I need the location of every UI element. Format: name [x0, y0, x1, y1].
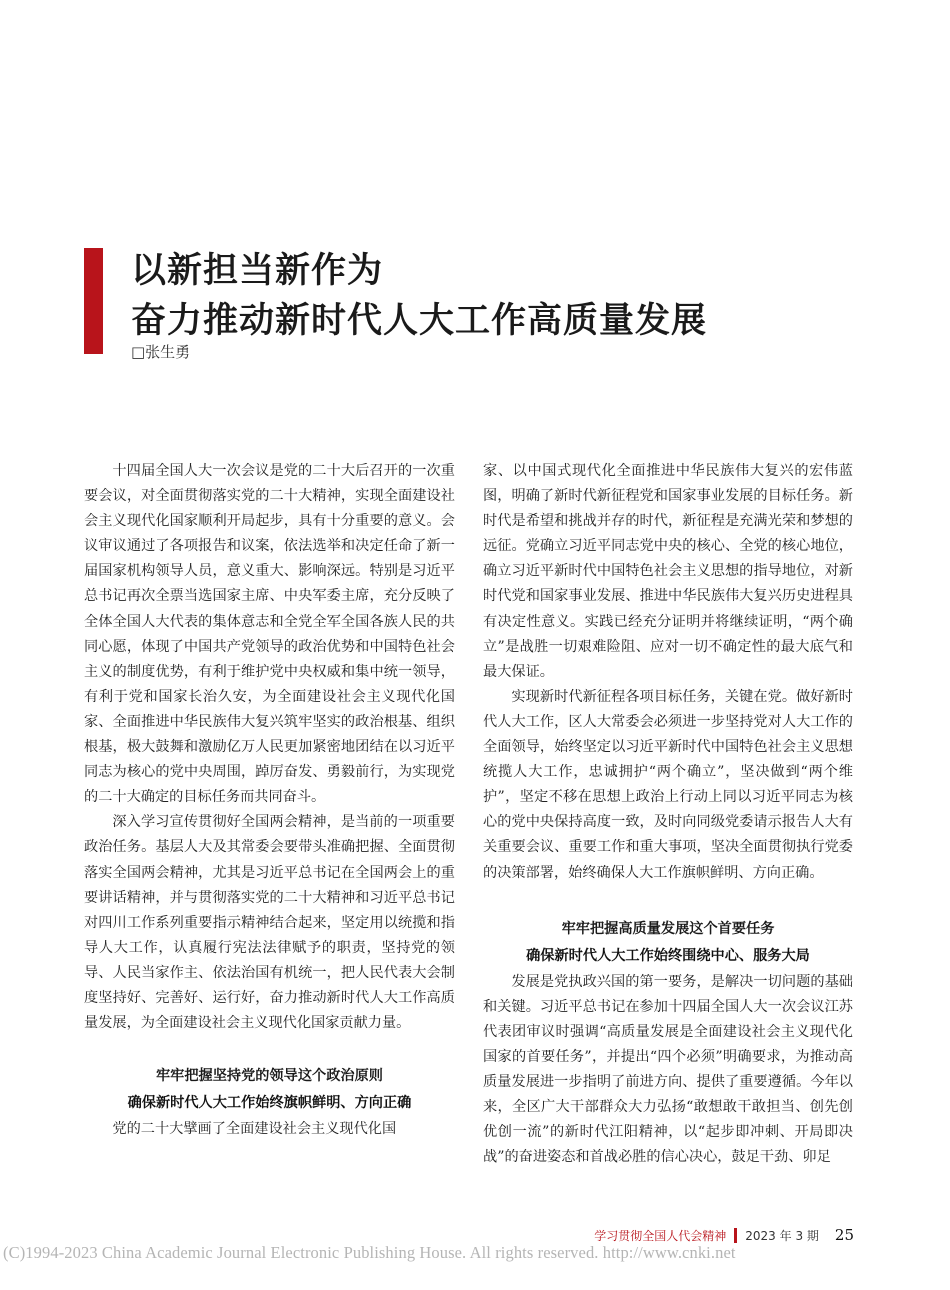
section-heading-2-line-2: 确保新时代人大工作始终围绕中心、服务大局	[526, 947, 810, 964]
section-heading-2-line-1: 牢牢把握高质量发展这个首要任务	[561, 920, 775, 937]
footer-journal-name: 学习贯彻全国人代会精神	[594, 1228, 727, 1243]
left-column	[84, 459, 455, 1142]
copyright-watermark: (C)1994-2023 China Academic Journal Electronic Publishing House. All rights reserved. http://www.cnki.net	[3, 1243, 736, 1262]
author-byline: □张生勇	[131, 343, 191, 361]
section-heading-1-line-2: 确保新时代人大工作始终旗帜鲜明、方向正确	[127, 1095, 412, 1112]
right-column	[483, 459, 853, 1170]
article-title	[131, 246, 707, 346]
title-line-2: 奋力推动新时代人大工作高质量发展	[131, 301, 708, 341]
page-number: 25	[834, 1226, 854, 1244]
footer-issue: 2023 年 3 期	[745, 1228, 819, 1243]
footer-separator	[734, 1228, 737, 1243]
paragraph-1: 十四届全国人大一次会议是党的二十大后召开的一次重要会议，对全面贯彻落实党的二十大精神，实现全面建设社会主义现代化国家顺利开局起步，具有十分重要的意义。会议审议通过了各项报告和议案，依法选举和决定任命了新一届国家机构领导人员，意义重大、影响深远。特别是习近平总书记再次全票当选国家主席、中央军委主席，充分反映了全体全国人大代表的集体意志和全党全军全国各族人民的共同心愿，体现了中国共产党领导的政治优势和中国特色社会主义的制度优势，有利于维护党中央权威和集中统一领导，有利于党和国家长治久安，为全面建设社会主义现代化国家、全面推进中华民族伟大复兴筑牢坚实的政治根基、组织根基，极大鼓舞和激励亿万人民更加紧密地团结在以习近平同志为核心的党中央周围，踔厉奋发、勇毅前行，为实现党的二十大确定的目标任务而共同奋斗。	[84, 463, 455, 806]
section-heading-2	[483, 916, 853, 970]
title-line-1: 以新担当新作为	[131, 251, 384, 291]
paragraph-2: 深入学习宣传贯彻好全国两会精神，是当前的一项重要政治任务。基层人大及其常委会要带头准确把握、全面贯彻落实全国两会精神，尤其是习近平总书记在全国两会上的重要讲话精神，并与贯彻落实党的二十大精神和习近平总书记对四川工作系列重要指示精神结合起来，坚定用以统揽和指导人大工作，认真履行宪法法律赋予的职责，坚持党的领导、人民当家作主、依法治国有机统一，把人民代表大会制度坚持好、完善好、运行好，奋力推动新时代人大工作高质量发展，为全面建设社会主义现代化国家贡献力量。	[84, 814, 455, 1032]
paragraph-3-start: 党的二十大擘画了全面建设社会主义现代化国	[112, 1121, 397, 1138]
section-gap	[483, 886, 853, 916]
section-gap	[84, 1036, 455, 1063]
title-accent-bar	[84, 248, 103, 354]
paragraph-5: 发展是党执政兴国的第一要务，是解决一切问题的基础和关键。习近平总书记在参加十四届全国人大一次会议江苏代表团审议时强调“高质量发展是全面建设社会主义现代化国家的首要任务”，并提出“四个必须”明确要求，为推动高质量发展进一步指明了前进方向、提供了重要遵循。今年以来，全区广大干部群众大力弘扬“敢想敢干敢担当、创先创优创一流”的新时代江阳精神，以“起步即冲刺、开局即决战”的奋进姿态和首战必胜的信心决心，鼓足干劲、卯足	[483, 973, 853, 1166]
paragraph-3-continued: 家、以中国式现代化全面推进中华民族伟大复兴的宏伟蓝图，明确了新时代新征程党和国家事业发展的目标任务。新时代是希望和挑战并存的时代，新征程是充满光荣和梦想的远征。党确立习近平同志党中央的核心、全党的核心地位，确立习近平新时代中国特色社会主义思想的指导地位，对新时代党和国家事业发展、推进中华民族伟大复兴历史进程具有决定性意义。实践已经充分证明并将继续证明，“两个确立”是战胜一切艰难险阻、应对一切不确定性的最大底气和最大保证。	[483, 463, 853, 680]
page-footer	[594, 1226, 854, 1244]
section-heading-1-line-1: 牢牢把握坚持党的领导这个政治原则	[155, 1068, 383, 1085]
section-heading-1	[84, 1063, 455, 1117]
paragraph-4: 实现新时代新征程各项目标任务，关键在党。做好新时代人大工作，区人大常委会必须进一步坚持党对人大工作的全面领导，始终坚定以习近平新时代中国特色社会主义思想统揽人大工作，忠诚拥护“两个确立”，坚决做到“两个维护”，坚定不移在思想上政治上行动上同以习近平同志为核心的党中央保持高度一致，及时向同级党委请示报告人大有关重要会议、重要工作和重大事项，坚决全面贯彻执行党委的决策部署，始终确保人大工作旗帜鲜明、方向正确。	[483, 688, 853, 881]
